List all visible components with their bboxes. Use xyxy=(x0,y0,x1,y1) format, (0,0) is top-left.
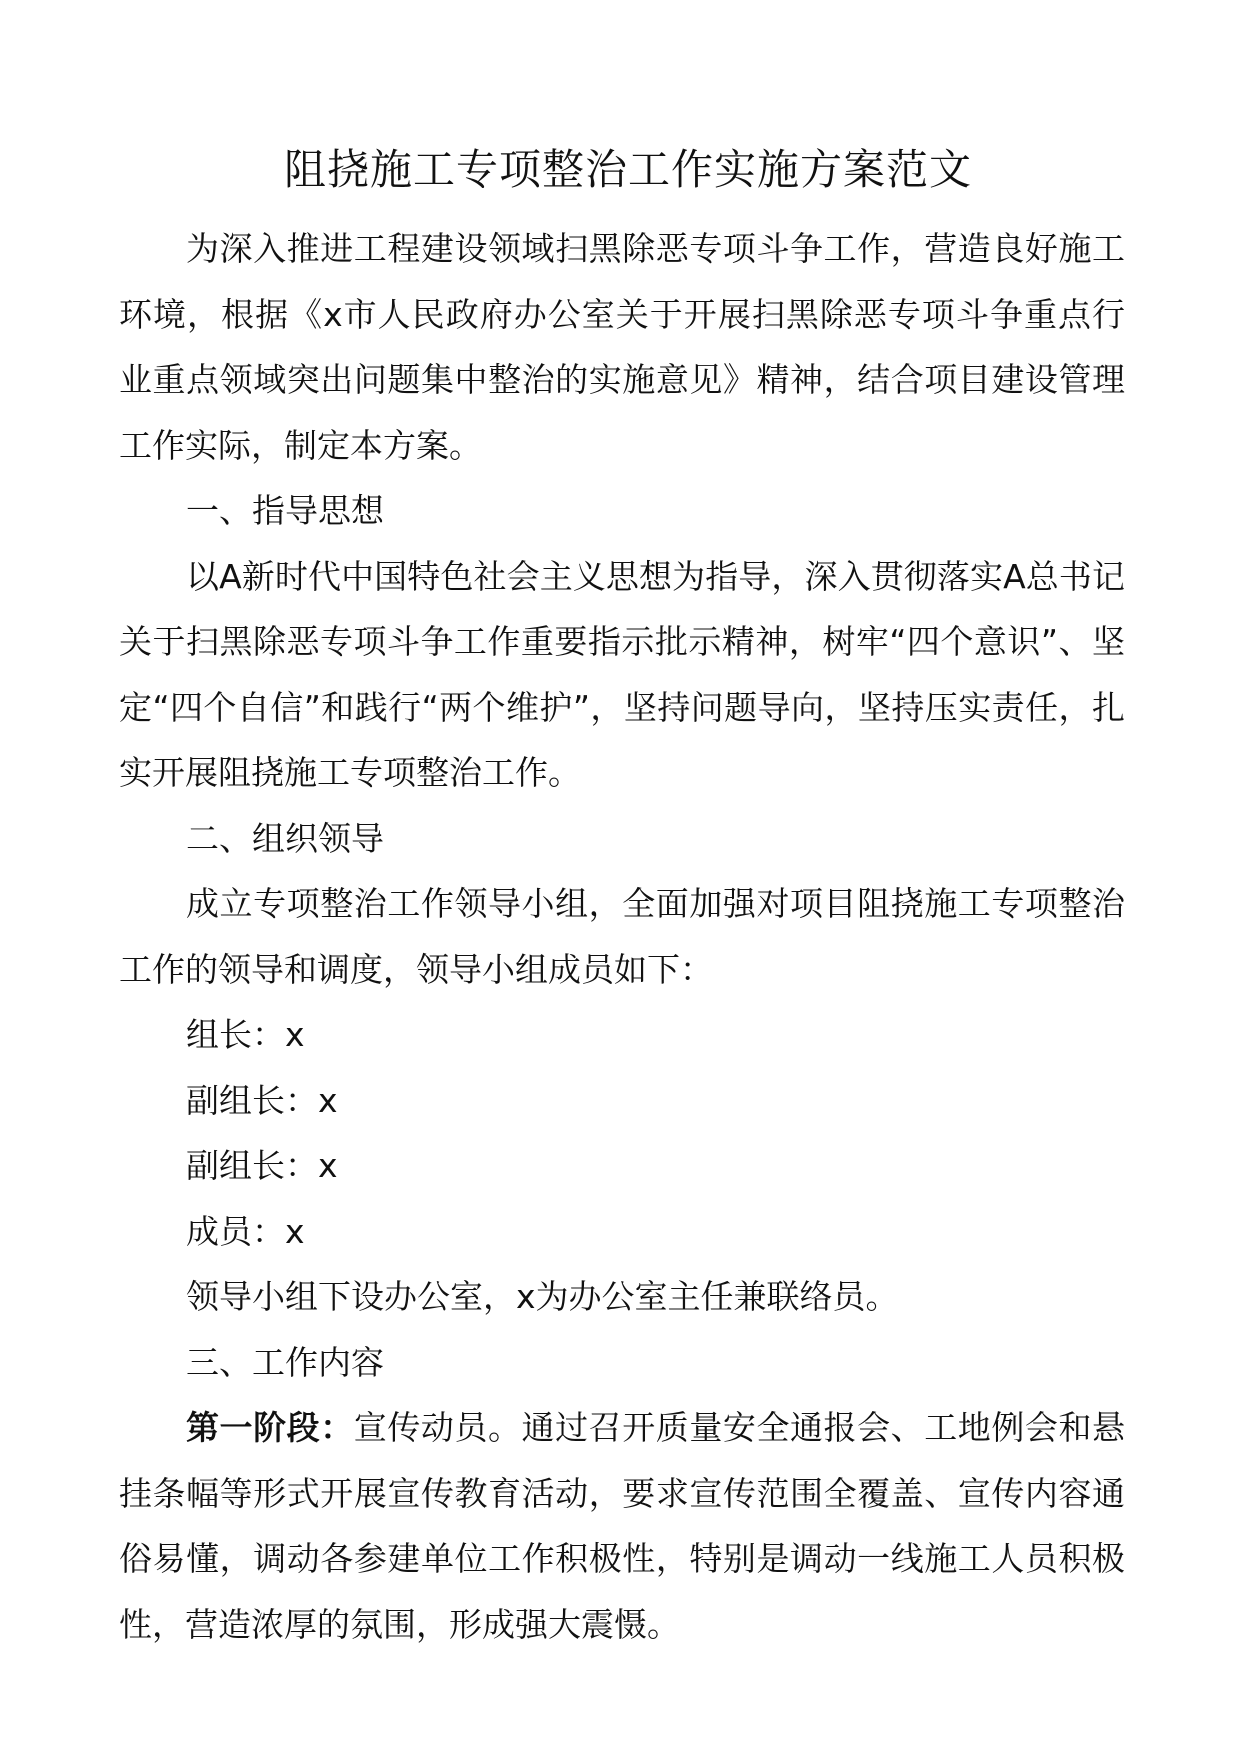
member-deputy-leader-1: 副组长：x xyxy=(186,1080,338,1120)
intro-paragraph: 为深入推进工程建设领域扫黑除恶专项斗争工作，营造良好施工环境，根据《x市人民政府办公室关于开展扫黑除恶专项斗争重点行业重点领域突出问题集中整治的实施意见》精神，结合项目建设管理工作实际，制定本方案。 xyxy=(119,229,1125,465)
office-paragraph: 领导小组下设办公室，x为办公室主任兼联络员。 xyxy=(186,1277,899,1316)
section-heading-work-content: 三、工作内容 xyxy=(186,1342,384,1382)
member-members: 成员：x xyxy=(186,1211,305,1251)
member-leader: 组长：x xyxy=(186,1015,305,1054)
stage1-label: 第一阶段： xyxy=(186,1408,354,1447)
stage1-text: 宣传动员。通过召开质量安全通报会、工地例会和悬挂条幅等形式开展宣传教育活动，要求宣传范围全覆盖、宣传内容通俗易懂，调动各参建单位工作积极性，特别是调动一线施工人员积极性，营造浓厚的氛围，形成强大震慑。 xyxy=(119,1408,1126,1644)
section-heading-guiding-ideology: 一、指导思想 xyxy=(186,491,384,530)
member-deputy-leader-2: 副组长：x xyxy=(186,1146,338,1185)
document-page xyxy=(119,140,1125,1657)
document-body xyxy=(119,216,1125,1657)
organization-paragraph: 成立专项整治工作领导小组，全面加强对项目阻挠施工专项整治工作的领导和调度，领导小组成员如下： xyxy=(119,884,1125,989)
section-heading-organization: 二、组织领导 xyxy=(186,818,384,858)
stage1-paragraph xyxy=(119,1395,1125,1657)
guiding-ideology-paragraph: 以A新时代中国特色社会主义思想为指导，深入贯彻落实A总书记关于扫黑除恶专项斗争工作重要指示批示精神，树牢“四个意识”、坚定“四个自信”和践行“两个维护”，坚持问题导向，坚持压实责任，扎实开展阻挠施工专项整治工作。 xyxy=(119,556,1125,792)
document-title: 阻挠施工专项整治工作实施方案范文 xyxy=(283,145,972,194)
